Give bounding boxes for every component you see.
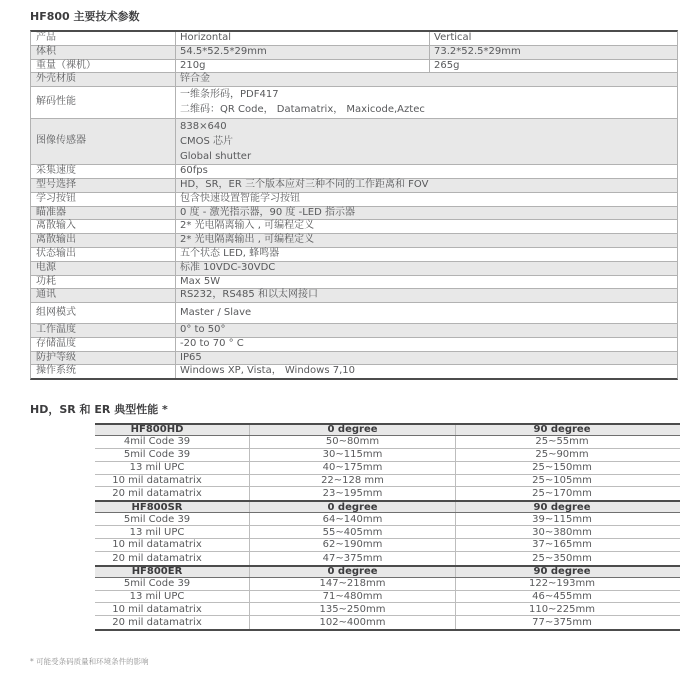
perf-value-0deg: 135~250mm [250,603,456,615]
spec-value [176,276,677,289]
spec-value [176,365,677,378]
spec-value-line: 838×640 [180,120,227,132]
spec-value-line: Master / Slave [180,306,252,318]
perf-symbology-label: 5mil Code 39 [95,513,250,525]
perf-row [95,552,680,565]
spec-label: 电源 [31,262,176,275]
perf-symbology-label: 13 mil UPC [95,591,250,603]
perf-symbology-label: 10 mil datamatrix [95,475,250,487]
perf-value-90deg: 25~150mm [532,462,592,474]
perf-value-0deg: 64~140mm [250,513,456,525]
spec-value-line: CMOS 芯片 [180,135,234,147]
perf-row [95,578,680,591]
perf-row [95,436,680,449]
perf-value-90deg: 77~375mm [532,617,592,629]
perf-symbology-label: 13 mil UPC [95,462,250,474]
perf-symbology-label: 5mil Code 39 [95,449,250,461]
perf-value-0deg: 30~115mm [250,449,456,461]
perf-value-0deg: 23~195mm [250,487,456,500]
perf-symbology-label: 20 mil datamatrix [95,487,250,500]
spec-label: 型号选择 [31,179,176,192]
spec-row [31,303,677,324]
spec-value-line: RS232，RS485 和以太网接口 [180,289,318,301]
spec-value-line: 标准 10VDC-30VDC [180,261,276,273]
spec-value [176,119,677,165]
spec-table-title: HF800 主要技术参数 [30,10,140,23]
spec-row [31,179,677,193]
performance-table [95,423,680,631]
spec-row [31,234,677,248]
perf-value-0deg: 71~480mm [250,591,456,603]
perf-section-header [95,423,680,436]
spec-value [176,234,677,247]
spec-value [176,262,677,275]
spec-value [176,324,677,337]
spec-table [30,30,678,380]
perf-value-90deg: 46~455mm [532,591,592,603]
spec-row [31,262,677,276]
perf-value-90deg: 122~193mm [528,578,596,590]
spec-value-line: Max 5W [180,275,221,287]
perf-col-header-0deg: 0 degree [250,425,456,435]
spec-value [176,338,677,351]
spec-row [31,276,677,290]
spec-row [31,60,677,74]
perf-value-90deg: 110~225mm [528,603,596,615]
spec-value-horizontal: Horizontal [176,32,430,45]
spec-label: 离散输出 [31,234,176,247]
perf-symbology-label: 20 mil datamatrix [95,616,250,629]
spec-row [31,248,677,262]
perf-value-0deg: 50~80mm [250,436,456,448]
perf-value-90deg: 25~170mm [532,488,592,500]
spec-row [31,165,677,179]
perf-col-header-90deg: 90 degree [533,566,591,578]
perf-symbology-label: 20 mil datamatrix [95,552,250,565]
spec-label: 功耗 [31,276,176,289]
perf-col-header-90deg: 90 degree [533,501,591,513]
spec-value [176,303,677,323]
spec-value-line: 五个状态 LED, 蜂鸣器 [180,247,280,259]
perf-symbology-label: 10 mil datamatrix [95,603,250,615]
spec-value [176,165,677,178]
perf-row [95,591,680,604]
spec-label: 通讯 [31,289,176,302]
spec-row [31,338,677,352]
spec-value [176,193,677,206]
spec-row [31,73,677,87]
perf-row [95,513,680,526]
perf-value-90deg: 39~115mm [532,513,592,525]
spec-label: 工作温度 [31,324,176,337]
spec-value-line: 0 度 - 激光指示器，90 度 -LED 指示器 [180,206,355,218]
spec-row [31,207,677,221]
perf-symbology-label: 5mil Code 39 [95,578,250,590]
spec-value-line: 2* 光电隔离输出 , 可编程定义 [180,234,315,246]
spec-label: 离散输入 [31,220,176,233]
perf-value-90deg: 25~105mm [532,475,592,486]
spec-value-line: 一维条形码，PDF417 [180,89,279,101]
spec-value [176,220,677,233]
perf-value-0deg: 40~175mm [250,462,456,474]
perf-row [95,449,680,462]
perf-col-header-0deg: 0 degree [250,567,456,577]
spec-value-line: HD，SR，ER 三个版本应对三种不同的工作距离和 FOV [180,179,429,190]
spec-row [31,324,677,338]
spec-value-line: 2* 光电隔离输入 , 可编程定义 [180,220,315,232]
perf-value-90deg: 25~90mm [535,449,589,461]
spec-label: 图像传感器 [31,119,176,165]
spec-row [31,352,677,366]
spec-value-horizontal: 210g [176,60,430,73]
spec-row [31,193,677,207]
spec-value-line: Windows XP, Vista， Windows 7,10 [180,365,355,377]
perf-symbology-label: 4mil Code 39 [95,436,250,448]
spec-value-line: 锌合金 [180,73,210,85]
perf-value-0deg: 55~405mm [250,526,456,538]
spec-label: 存储温度 [31,338,176,351]
spec-value [176,179,677,192]
spec-row [31,32,677,46]
spec-row [31,365,677,378]
perf-row [95,603,680,616]
perf-col-header-0deg: 0 degree [250,502,456,512]
spec-label: 操作系统 [31,365,176,378]
spec-value [176,207,677,220]
spec-row [31,87,677,118]
perf-row [95,462,680,475]
perf-section-header [95,565,680,578]
perf-model-name: HF800SR [95,502,250,512]
perf-value-90deg: 37~165mm [532,539,592,551]
spec-value-line: 0° to 50° [180,323,226,335]
spec-value [176,289,677,302]
spec-value [176,73,677,86]
perf-value-0deg: 102~400mm [250,616,456,629]
perf-section-header [95,500,680,513]
spec-row [31,289,677,303]
spec-value-horizontal: 54.5*52.5*29mm [176,46,430,59]
footnote: * 可能受条码质量和环境条件的影响 [30,657,149,666]
perf-row [95,526,680,539]
perf-value-0deg: 147~218mm [250,578,456,590]
perf-row [95,616,680,629]
spec-row [31,46,677,60]
perf-row [95,475,680,488]
spec-label: 防护等级 [31,352,176,365]
perf-model-name: HF800HD [95,425,250,435]
perf-value-0deg: 47~375mm [250,552,456,565]
perf-model-name: HF800ER [95,567,250,577]
spec-value-line: 二维码：QR Code， Datamatrix， Maxicode,Aztec [180,104,425,116]
spec-label: 采集速度 [31,165,176,178]
spec-label: 体积 [31,46,176,59]
spec-label: 状态输出 [31,248,176,261]
spec-label: 解码性能 [31,87,176,117]
spec-row [31,119,677,166]
perf-value-0deg: 22~128 mm [250,475,456,487]
spec-value [176,248,677,261]
spec-value-line: IP65 [180,351,202,363]
spec-value-line: 包含快速设置智能学习按钮 [180,192,300,204]
perf-value-90deg: 30~380mm [532,526,592,538]
spec-value-vertical: Vertical [434,32,472,43]
perf-value-90deg: 25~55mm [535,436,589,448]
perf-row [95,487,680,500]
perf-value-0deg: 62~190mm [250,539,456,551]
spec-label: 产品 [31,32,176,45]
spec-label: 学习按钮 [31,193,176,206]
perf-col-header-90deg: 90 degree [533,424,591,436]
spec-value-line: 60fps [180,165,208,177]
perf-symbology-label: 10 mil datamatrix [95,539,250,551]
perf-row [95,539,680,552]
spec-label: 组网模式 [31,303,176,323]
spec-label: 重量（裸机） [31,60,176,73]
spec-label: 外壳材质 [31,73,176,86]
spec-row [31,220,677,234]
spec-value [176,352,677,365]
spec-value-line: -20 to 70 ° C [180,337,244,349]
performance-table-title: HD，SR 和 ER 典型性能 * [30,403,168,416]
spec-value-vertical: 73.2*52.5*29mm [434,45,521,57]
spec-value [176,87,677,117]
perf-symbology-label: 13 mil UPC [95,526,250,538]
spec-value-vertical: 265g [434,59,460,71]
spec-label: 瞄准器 [31,207,176,220]
perf-value-90deg: 25~350mm [532,552,592,564]
spec-value-line: Global shutter [180,151,252,162]
